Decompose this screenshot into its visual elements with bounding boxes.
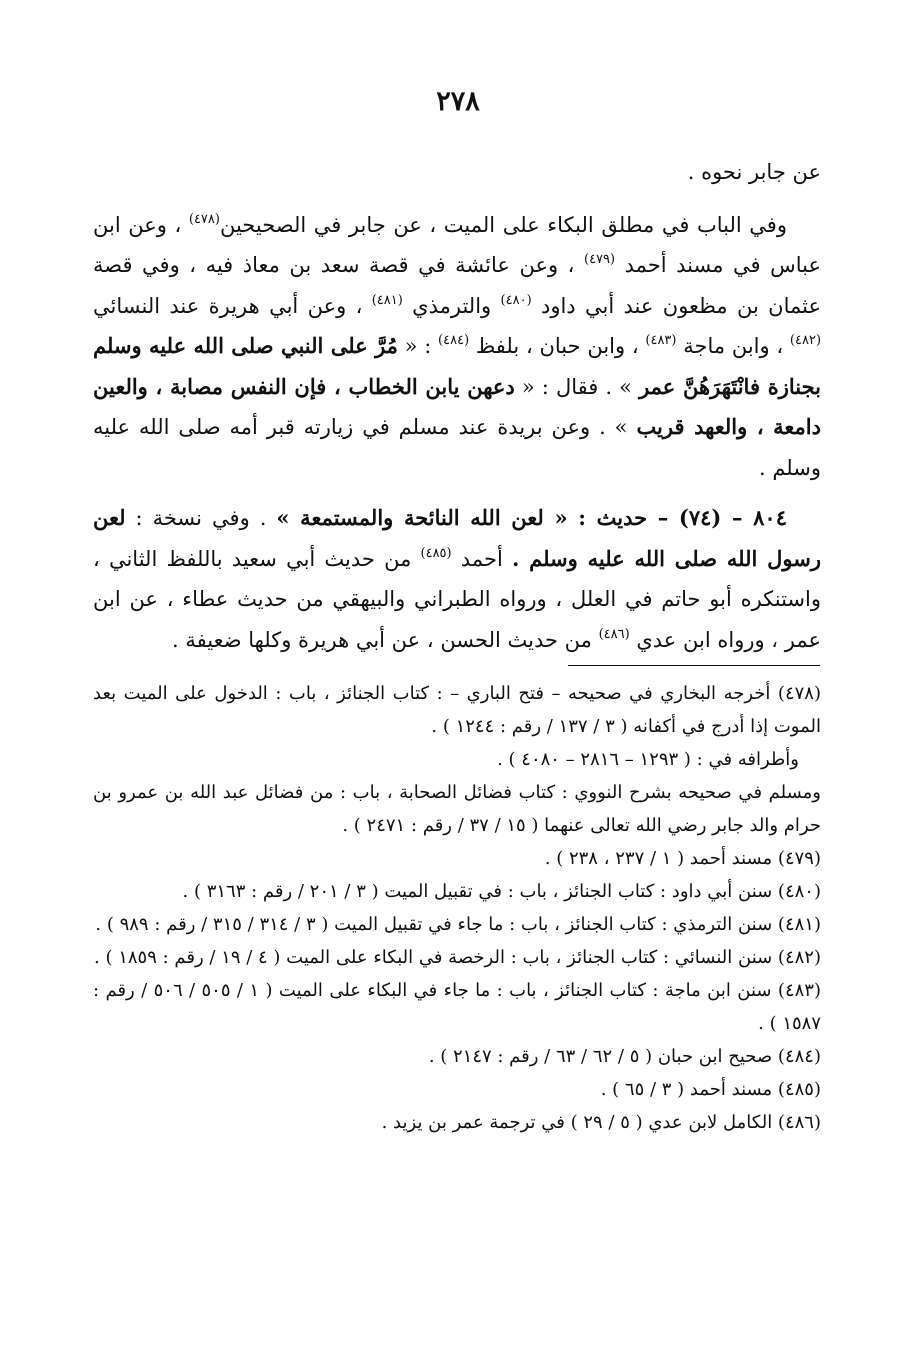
text-segment: » . وعن بريدة عند مسلم في زيارته قبر أمه صلى الله عليه وسلم . — [93, 415, 821, 480]
footnote-ref-485[interactable]: (٤٨٥) — [420, 545, 452, 561]
text-segment: ، وعن أبي هريرة عند النسائي — [93, 293, 372, 318]
footnote-478: (٤٧٨) أخرجه البخاري في صحيحه – فتح الباري – : كتاب الجنائز ، باب : الدخول على الميت بعد الموت إذا أدرج في أكفانه ( ٣ / ١٣٧ / رقم : ١٢٤٤ ) . — [93, 683, 821, 737]
footnote-480: (٤٨٠) سنن أبي داود : كتاب الجنائز ، باب : في تقبيل الميت ( ٣ / ٢٠١ / رقم : ٣١٦٣ ) . — [182, 881, 821, 902]
footnote-479: (٤٧٩) مسند أحمد ( ١ / ٢٣٧ ، ٢٣٨ ) . — [544, 848, 821, 869]
text-segment: وفي الباب في مطلق البكاء على الميت ، عن جابر في الصحيحين — [219, 212, 787, 237]
paragraph-hadith-804 — [93, 498, 821, 660]
hadith-quote-bold: مُرَّ على النبي صلى الله عليه وسلم بجنازة فانْتَهَرَهُنَّ عمر — [93, 333, 821, 399]
footnote-481: (٤٨١) سنن الترمذي : كتاب الجنائز ، باب : ما جاء في تقبيل الميت ( ٣ / ٣١٤ / ٣١٥ / رقم : ٩٨٩ ) . — [95, 914, 821, 935]
text-segment: ، وابن ماجة — [676, 334, 790, 358]
footnote-478-continuation: وأطرافه في : ( ١٢٩٣ – ٢٨١٦ – ٤٠٨٠ ) . — [497, 749, 799, 770]
text-segment: ، وعن ابن عباس في مسند أحمد — [93, 212, 821, 277]
page-number: ٢٧٨ — [436, 86, 480, 117]
text-segment: من حديث الحسن ، عن أبي هريرة وكلها ضعيفة . — [172, 627, 599, 652]
footnote-ref-479[interactable]: (٤٧٩) — [583, 252, 616, 267]
footnote-ref-478[interactable]: (٤٧٨) — [188, 211, 220, 227]
text-segment: : « — [397, 334, 439, 358]
text-segment: » . فقال : « — [514, 374, 640, 399]
footnote-ref-484[interactable]: (٤٨٤) — [438, 333, 470, 348]
text-segment: والترمذي — [402, 293, 501, 318]
footnote-484: (٤٨٤) صحيح ابن حبان ( ٥ / ٦٢ / ٦٣ / رقم : ٢١٤٧ ) . — [428, 1046, 821, 1067]
main-text — [93, 152, 821, 660]
hadith-quote-bold: لعن رسول الله صلى الله عليه وسلم . — [93, 505, 821, 571]
text-segment: ، وعن عائشة في قصة سعد بن معاذ فيه ، وفي قصة عثمان بن مظعون عند أبي داود — [93, 253, 821, 318]
footnote-ref-483[interactable]: (٤٨٣) — [645, 333, 677, 348]
text-segment: . وفي نسخة : — [125, 506, 277, 530]
footnote-separator — [568, 665, 820, 666]
footnote-ref-481[interactable]: (٤٨١) — [371, 292, 403, 308]
footnote-485: (٤٨٥) مسند أحمد ( ٣ / ٦٥ ) . — [600, 1079, 821, 1100]
footnote-486: (٤٨٦) الكامل لابن عدي ( ٥ / ٢٩ ) في ترجمة عمر بن يزيد . — [381, 1112, 821, 1133]
footnote-ref-486[interactable]: (٤٨٦) — [598, 626, 630, 642]
text-segment: من حديث أبي سعيد باللفظ الثاني ، واستنكره أبو حاتم في العلل ، ورواه الطبراني والبيهقي من حديث عطاء ، عن ابن عمر ، ورواه ابن عدي — [93, 546, 821, 652]
paragraph-bab — [93, 205, 821, 489]
text-segment: ، وابن حبان ، بلفظ — [469, 334, 646, 358]
footnote-483: (٤٨٣) سنن ابن ماجة : كتاب الجنائز ، باب : ما جاء في البكاء على الميت ( ١ / ٥٠٥ / ٥٠٦ / رقم : ١٥٨٧ ) . — [93, 980, 821, 1034]
footnotes — [93, 677, 821, 1139]
hadith-heading: ٨٠٤ – (٧٤) – حديث : « لعن الله النائحة والمستمعة » — [276, 505, 787, 530]
footnote-482: (٤٨٢) سنن النسائي : كتاب الجنائز ، باب : الرخصة في البكاء على الميت ( ٤ / ١٩ / رقم : ١٨٥٩ ) . — [94, 947, 821, 968]
hadith-quote-bold: دعهن يابن الخطاب ، فإن النفس مصابة ، والعين دامعة ، والعهد قريب — [93, 373, 821, 439]
text-segment: أحمد — [451, 546, 512, 571]
intro-line: عن جابر نحوه . — [687, 160, 821, 184]
footnote-ref-482[interactable]: (٤٨٢) — [789, 333, 822, 348]
footnote-ref-480[interactable]: (٤٨٠) — [500, 292, 532, 308]
footnote-478-continuation: ومسلم في صحيحه بشرح النووي : كتاب فضائل الصحابة ، باب : من فضائل عبد الله بن عمرو بن حرام والد جابر رضي الله تعالى عنهما ( ١٥ / ٣٧ / رقم : ٢٤٧١ ) . — [93, 782, 821, 836]
